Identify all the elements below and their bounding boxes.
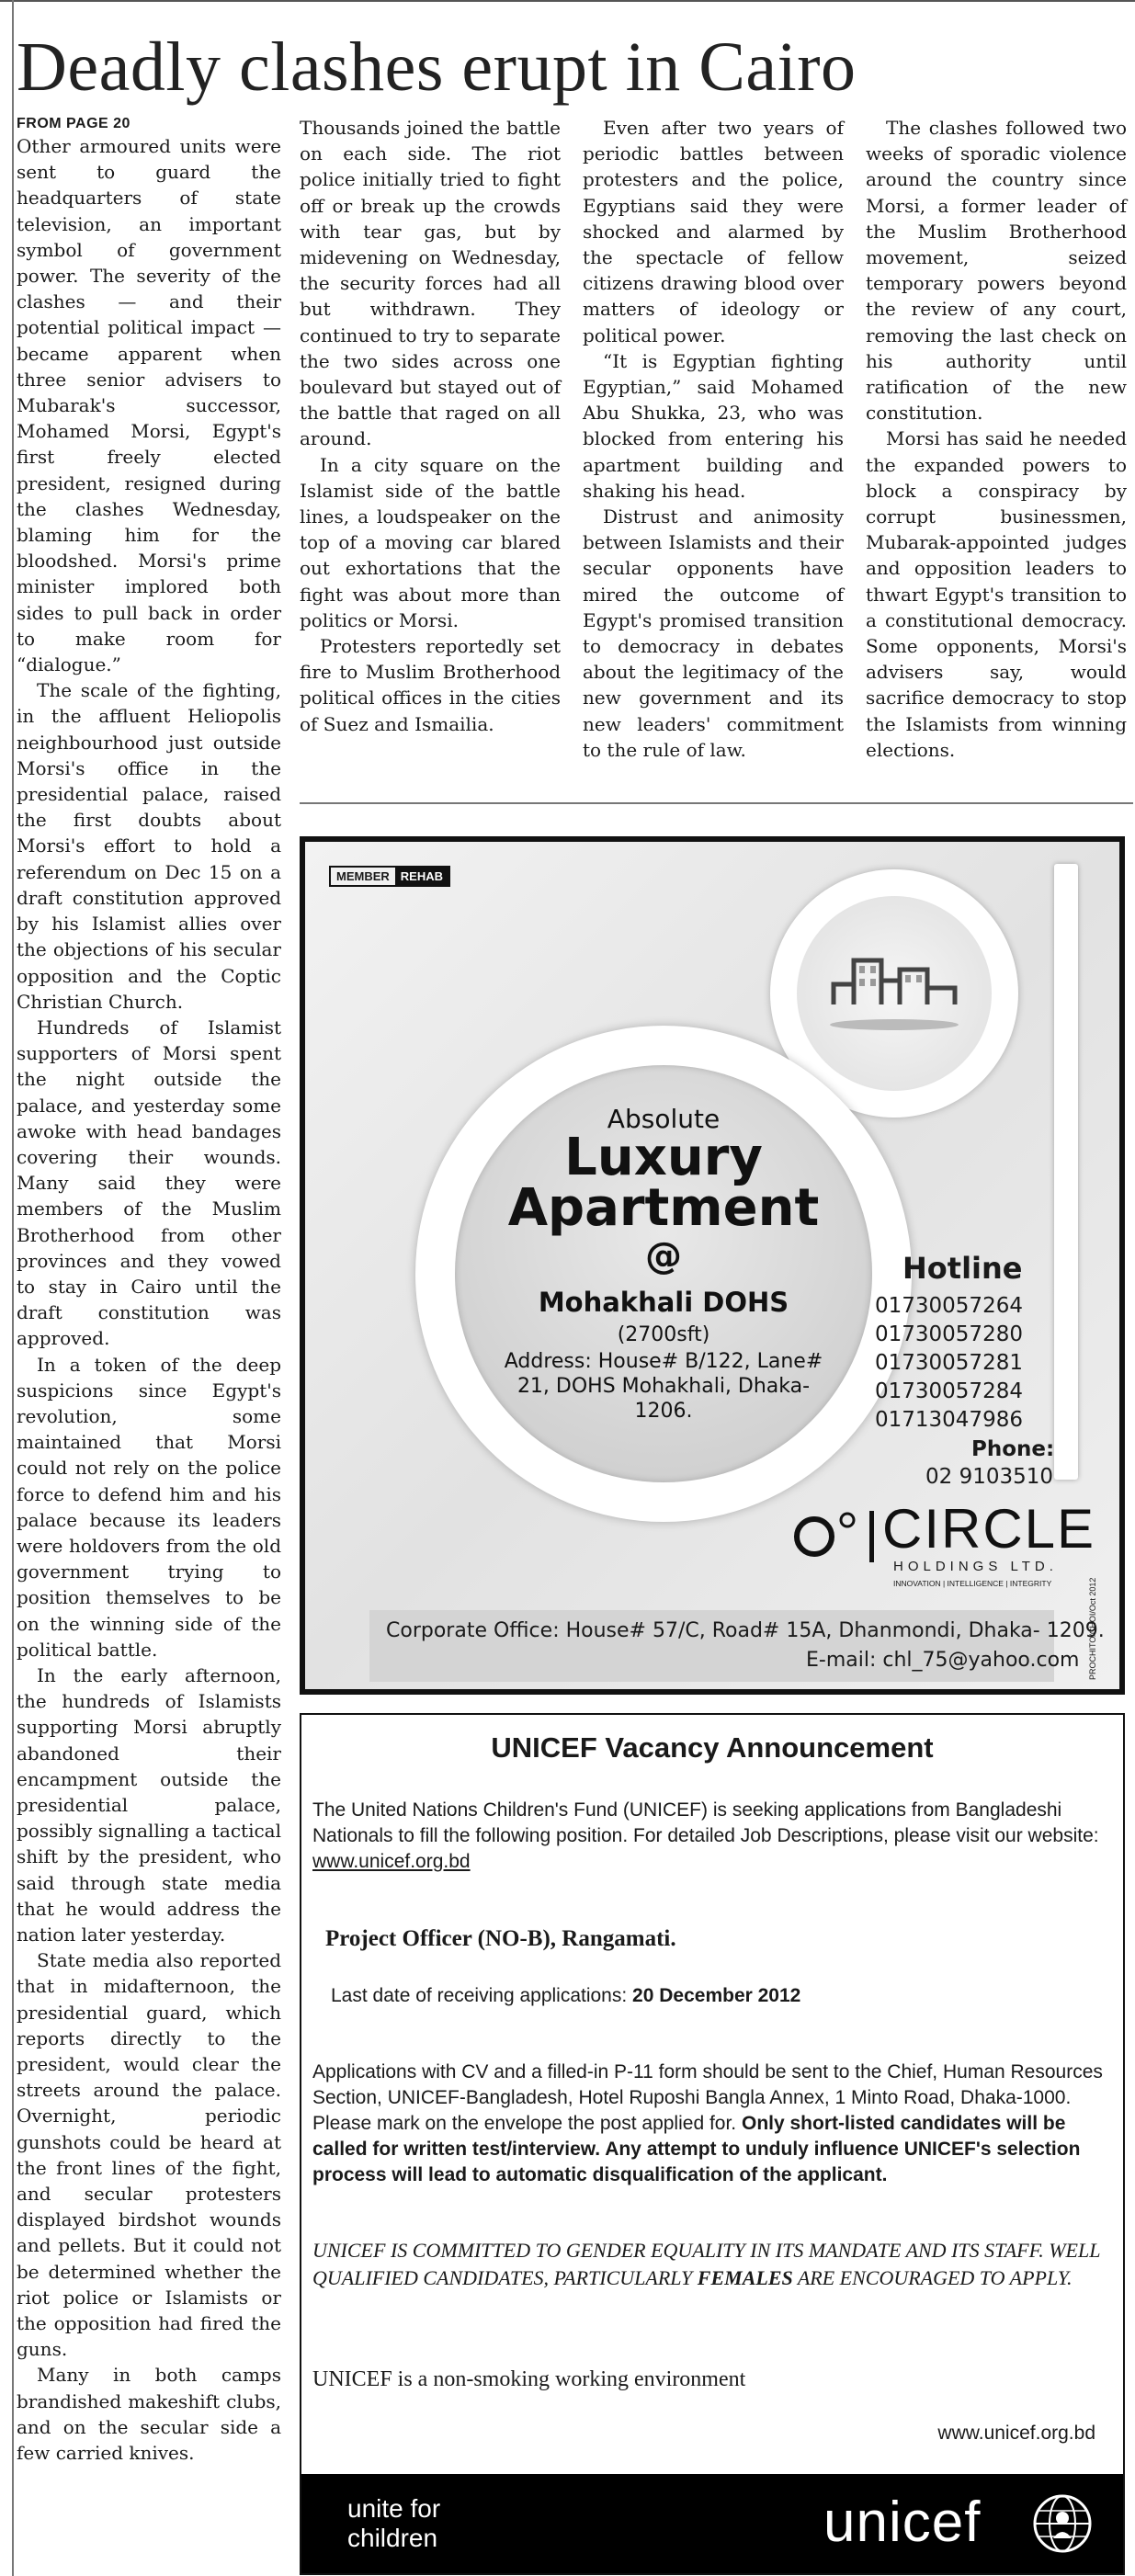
- ad-credit: PROCHITO/CHOI/Oct 2012: [1088, 1577, 1097, 1680]
- hotline-number: 01730057280: [875, 1322, 1023, 1346]
- deadline-label: Last date of receiving applications:: [331, 1985, 633, 2006]
- hotline-number: 01713047986: [875, 1408, 1023, 1432]
- paragraph: Thousands joined the battle on each side. The riot police initially tried to fight off or break up the crowds with tear gas, but by midevening on Wednesday, the security forces had all but withdrawn. They continued to try to separate the two sides across one boulevard but stayed out of the battle that raged on all around.: [300, 117, 561, 450]
- paragraph: Even after two years of periodic battles between protesters and the police, Egyptians said they were shocked and alarmed by the spectacle of fellow citizens drawing blood over matters of ideology or political power.: [583, 117, 844, 346]
- size-text: (2700sft): [617, 1323, 710, 1346]
- at-symbol: @: [645, 1235, 682, 1277]
- deadline-date: 20 December 2012: [632, 1985, 801, 2006]
- paragraph: In the early afternoon, the hundreds of Islamists supporting Morsi abruptly abandoned their encampment outside the presidential palace, possibly signalling a tactical shift by the president, who said through state media that he would address the nation later yesterday.: [17, 1663, 281, 1946]
- position-title: Project Officer (NO-B), Rangamati.: [325, 1926, 676, 1951]
- hotline-number: 01730057284: [875, 1379, 1023, 1403]
- article-column-2: [300, 115, 561, 737]
- article-column-4: [866, 115, 1127, 763]
- footer-line-2: children: [347, 2524, 438, 2552]
- location-text: Mohakhali DOHS: [538, 1287, 789, 1318]
- absolute-text: Absolute: [607, 1104, 721, 1134]
- apartment-advertisement: [300, 836, 1125, 1695]
- paragraph: “It is Egyptian fighting Egyptian,” said Mohamed Abu Shukka, 23, who was blocked from entering his apartment building and shaking his head.: [583, 349, 844, 502]
- decorative-bar: [1054, 864, 1078, 1480]
- unicef-globe-icon: [1029, 2491, 1095, 2560]
- buildings-icon: [797, 896, 992, 1091]
- paragraph: Distrust and animosity between Islamists and their secular opponents have mired the outcome of Egypt's promised transition to democracy in debates about the legitimacy of the new government and its new leaders' commitment to the rule of law.: [583, 505, 844, 761]
- rehab-label: REHAB: [395, 868, 448, 885]
- phone-number: 02 9103510: [925, 1465, 1054, 1489]
- paragraph: In a token of the deep suspicions since Egypt's revolution, some maintained that Morsi could not rely on the police force to defend him and his palace because its leaders were holdovers from the old government trying to position themselves to be on the winning side of the political battle.: [17, 1353, 281, 1661]
- member-label: MEMBER: [336, 869, 390, 883]
- corporate-office-text: Corporate Office: House# 57/C, Road# 15A, Dhanmondi, Dhaka- 1209.: [386, 1619, 1105, 1642]
- intro-text: The United Nations Children's Fund (UNICEF) is seeking applications from Bangladeshi Nationals to fill the following position. For detailed Job Descriptions, please visit our website:: [312, 1799, 1099, 1846]
- hotline-numbers: [875, 1292, 1023, 1435]
- paragraph: The scale of the fighting, in the affluent Heliopolis neighbourhood just outside Morsi's office in the presidential palace, raised the first doubts about Morsi's effort to hold a referendum on Dec 15 on a draft constitution approved by his Islamist allies over the objections of his secular opposition and the Coptic Christian Church.: [17, 679, 281, 1013]
- left-rule: [12, 0, 14, 2576]
- paragraph: Hundreds of Islamist supporters of Morsi spent the night outside the palace, and yesterday some awoke with head bandages covering their wounds. Many said they were members of the Muslim Brotherhood from other provinces and they vowed to stay in Cairo until the draft constitution was approved.: [17, 1016, 281, 1350]
- unicef-footer: [301, 2474, 1123, 2573]
- company-tagline: INNOVATION | INTELLIGENCE | INTEGRITY: [893, 1579, 1052, 1588]
- top-rule: [0, 0, 1135, 2]
- apply-text: Applications with CV and a filled-in P-11 form should be sent to the Chief, Human Resources Section, UNICEF-Bangladesh, Hotel Ruposhi Bangla Annex, 1 Minto Road, Dhaka-1000. Please mark on the envelope the post applied for.: [312, 2061, 1103, 2134]
- company-subtitle: HOLDINGS LTD.: [893, 1559, 1058, 1574]
- article-divider: [300, 802, 1133, 804]
- rehab-member-badge: [329, 866, 450, 887]
- gender-text-bold: FEMALES: [697, 2266, 793, 2289]
- unicef-website[interactable]: www.unicef.org.bd: [937, 2423, 1095, 2444]
- hotline-label: Hotline: [902, 1251, 1023, 1286]
- company-name: CIRCLE: [882, 1498, 1096, 1560]
- gender-equality-statement: [312, 2237, 1112, 2292]
- deadline-line: [331, 1985, 800, 2007]
- apply-bold-text: Only short-listed candidates will be called for written test/interview. Any attempt to unduly influence UNICEF's selection process will lead to automatic disqualification of the applicant.: [312, 2113, 1081, 2185]
- email-text: E-mail: chl_75@yahoo.com: [806, 1649, 1080, 1672]
- paragraph: Other armoured units were sent to guard the headquarters of state television, an important symbol of government power. The severity of the clashes — and their potential political impact — became apparent when three senior advisers to Mubarak's successor, Mohamed Morsi, Egypt's first freely elected president, resigned during the clashes Wednesday, blaming him for the bloodshed. Morsi's prime minister implored both sides to pull back in order to make room for “dialogue.”: [17, 135, 281, 676]
- hotline-number: 01730057281: [875, 1351, 1023, 1375]
- unite-for-children-text: [347, 2494, 440, 2553]
- unicef-vacancy-advertisement: [300, 1713, 1125, 2575]
- unicef-wordmark: unicef: [823, 2491, 982, 2554]
- from-page-label: FROM PAGE 20: [17, 116, 131, 131]
- paragraph: In a city square on the Islamist side of the battle lines, a loudspeaker on the top of a moving car blared out exhortations that the fight was about more than politics or Morsi.: [300, 453, 561, 631]
- luxury-text: Luxury: [564, 1128, 763, 1187]
- application-instructions: [312, 2060, 1103, 2188]
- paragraph: Protesters reportedly set fire to Muslim Brotherhood political offices in the cities of Suez and Ismailia.: [300, 635, 561, 735]
- gender-text-pre: UNICEF IS COMMITTED TO GENDER EQUALITY IN ITS MANDATE AND ITS STAFF. WELL QUALIFIED CANDIDATES, PARTICULARLY: [312, 2239, 1101, 2289]
- article-column-3: [583, 115, 844, 763]
- circle-logo-icon: [792, 1509, 880, 1568]
- footer-line-1: unite for: [347, 2494, 441, 2523]
- headline: Deadly clashes erupt in Cairo: [17, 28, 857, 106]
- unicef-intro: [312, 1798, 1103, 1875]
- paragraph: The clashes followed two weeks of sporadic violence around the country since Morsi, a former leader of the Muslim Brotherhood movement, seized temporary powers beyond the review of any court, removing the last check on his authority until ratification of the new constitution.: [866, 117, 1127, 425]
- article-column-1: [17, 115, 281, 2466]
- phone-label: Phone:: [971, 1437, 1055, 1461]
- gender-text-post: ARE ENCOURAGED TO APPLY.: [792, 2266, 1073, 2289]
- paragraph: State media also reported that in midafternoon, the presidential guard, which reports directly to the president, would clear the streets around the palace. Overnight, periodic gunshots could be heard at the front lines of the fight, and secular protesters displayed birdshot wounds and pellets. But it could not be determined whether the riot police or Islamists or the opposition had fired the guns.: [17, 1949, 281, 2361]
- unicef-title: UNICEF Vacancy Announcement: [491, 1731, 934, 1764]
- non-smoking-statement: UNICEF is a non-smoking working environment: [312, 2367, 746, 2391]
- apartment-text: Apartment: [507, 1178, 820, 1238]
- address-text: Address: House# B/122, Lane# 21, DOHS Mohakhali, Dhaka-1206.: [504, 1350, 823, 1423]
- unicef-website-link[interactable]: www.unicef.org.bd: [312, 1851, 471, 1872]
- paragraph: Many in both camps brandished makeshift clubs, and on the secular side a few carried knives.: [17, 2364, 281, 2465]
- hotline-number: 01730057264: [875, 1294, 1023, 1318]
- paragraph: Morsi has said he needed the expanded powers to block a conspiracy by corrupt businessmen, Mubarak-appointed judges and opposition leaders to thwart Egypt's transition to a constitutional democracy. Some opponents, Morsi's advisers say, would sacrifice democracy to stop the Islamists from winning elections.: [866, 427, 1127, 761]
